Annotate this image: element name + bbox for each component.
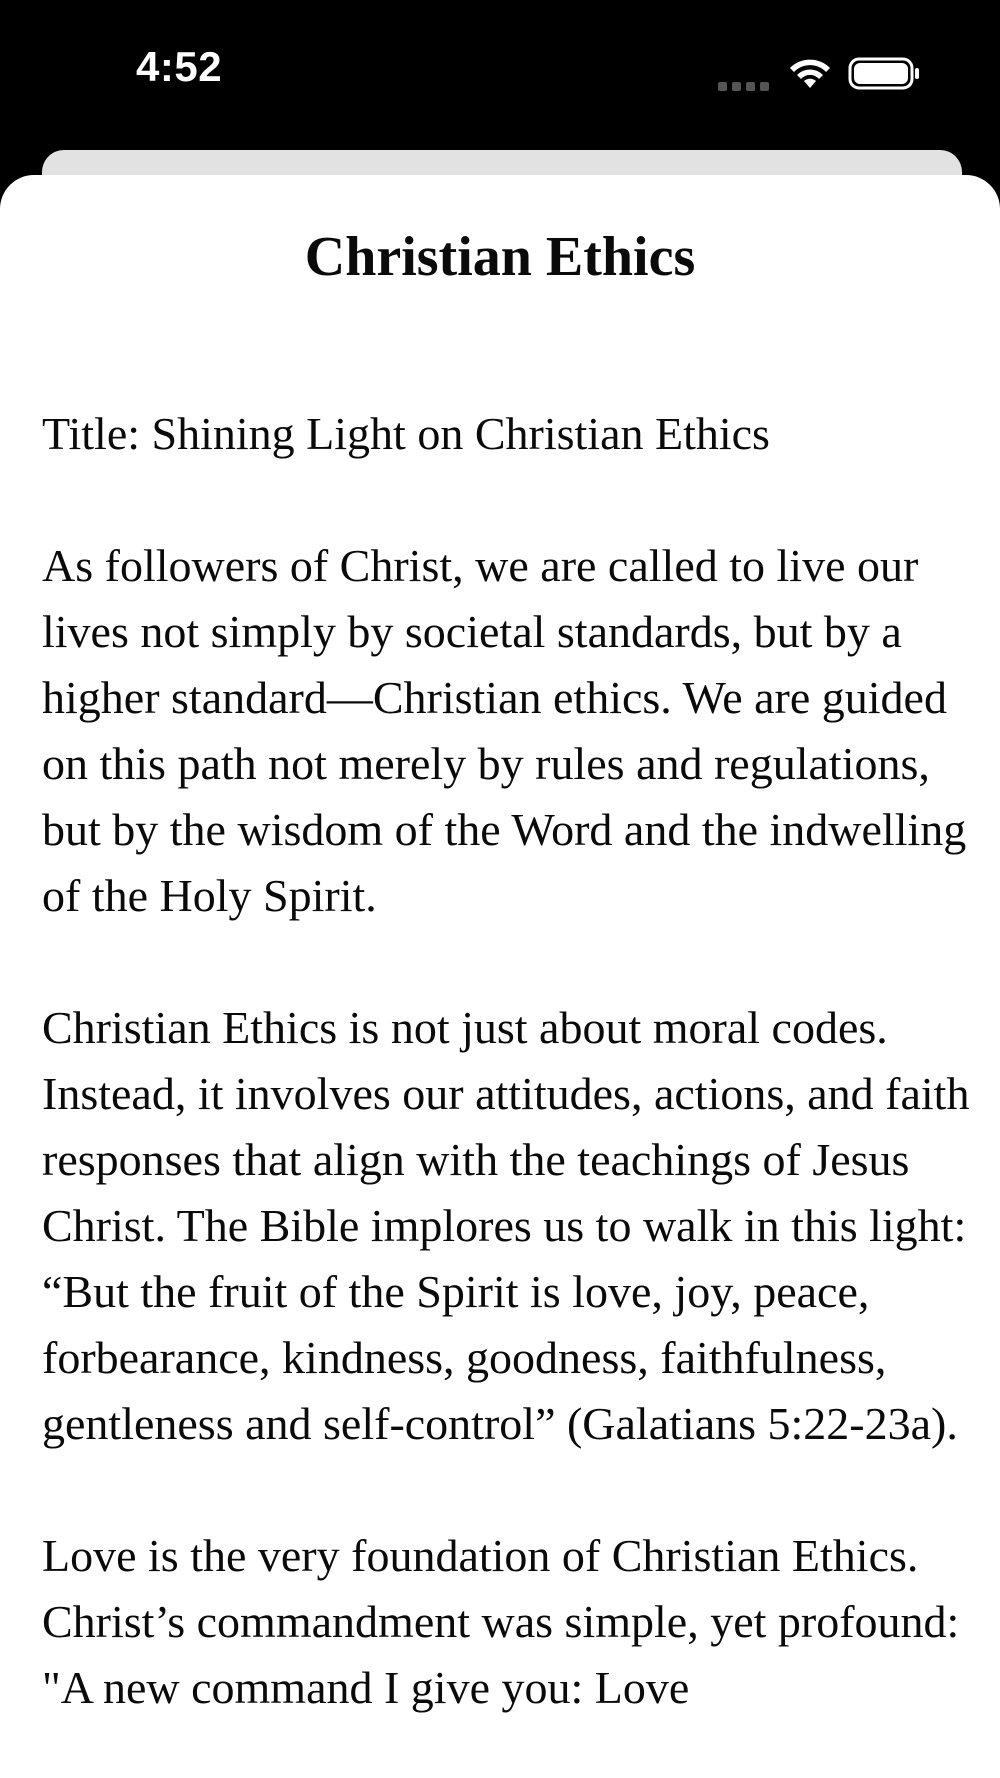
status-icons	[718, 52, 918, 96]
paragraph: As followers of Christ, we are called to live our lives not simply by societal standards, but by a higher standard—Christian ethics. We are guided on this path not merely by rules and regulations, but by the wisdom of the Word and the indwelling of the Holy Spirit.	[42, 540, 967, 921]
status-time: 4:52	[136, 43, 223, 90]
wifi-icon	[788, 58, 832, 92]
document-sheet[interactable]	[0, 175, 1000, 1778]
document-content[interactable]	[42, 401, 972, 1778]
paragraph-title: Title: Shining Light on Christian Ethics	[42, 408, 770, 459]
battery-icon	[848, 57, 920, 91]
signal-icon	[718, 80, 770, 92]
paragraph: Christian Ethics is not just about moral codes. Instead, it involves our attitudes, actions, and faith responses that align with the teachings of Jesus Christ. The Bible implores us to walk in this light: “But the fruit of the Spirit is love, joy, peace, forbearance, kindness, goodness, faithfulness, gentleness and self-control” (Galatians 5:22-23a).	[42, 1002, 970, 1449]
paragraph: Love is the very foundation of Christian Ethics. Christ’s commandment was simple, yet profound: "A new command I give you: Love	[42, 1530, 960, 1713]
sheet-title: Christian Ethics	[304, 226, 696, 288]
status-bar	[0, 0, 1000, 150]
